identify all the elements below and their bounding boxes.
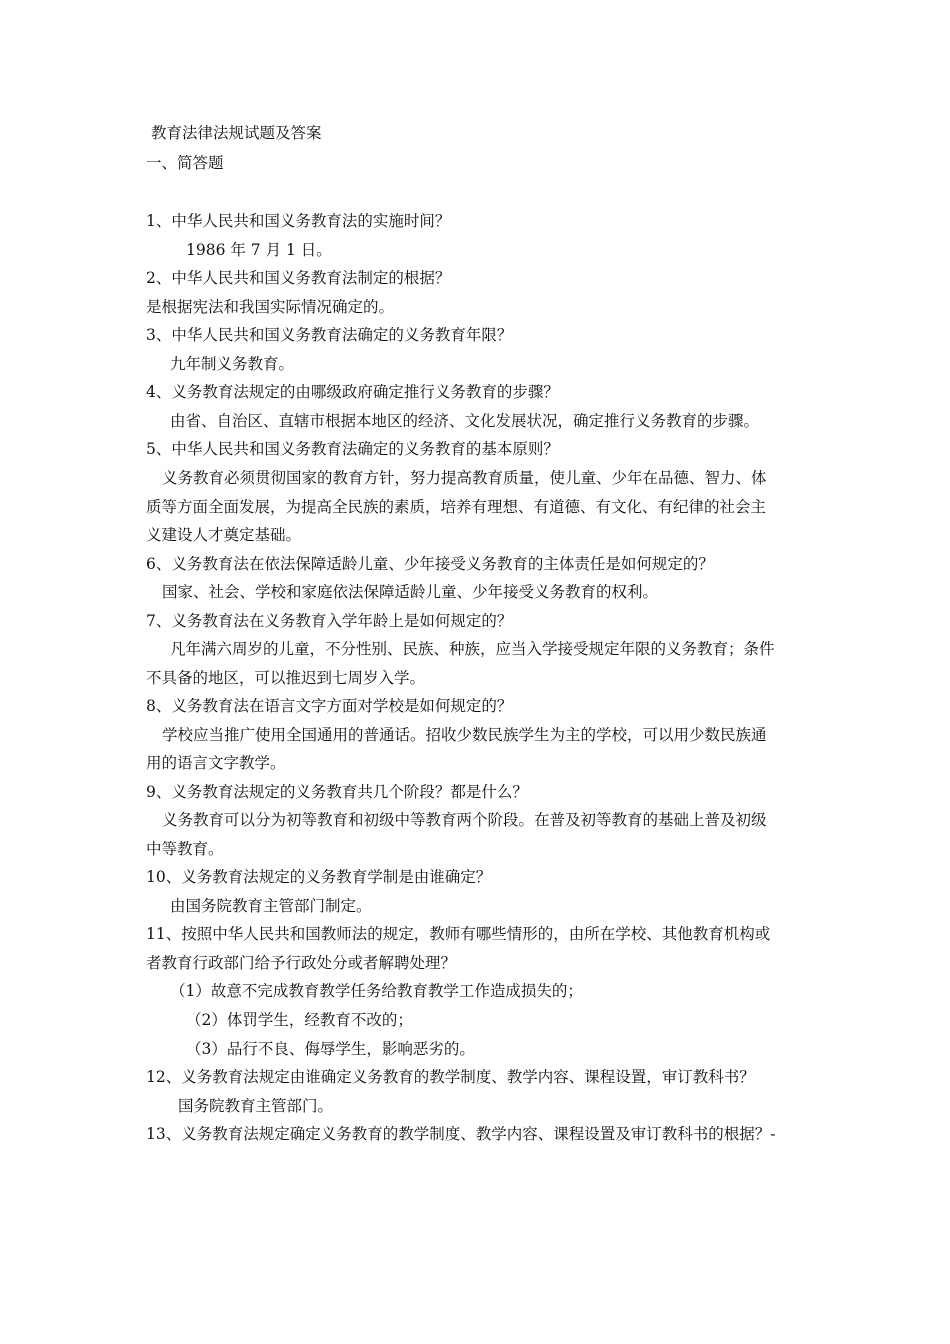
question-3: 3、中华人民共和国义务教育法确定的义务教育年限？ — [146, 326, 513, 344]
question-11-line-1: 11、按照中华人民共和国教师法的规定，教师有哪些情形的，由所在学校、其他教育机构或 — [146, 925, 771, 943]
answer-12: 国务院教育主管部门。 — [178, 1097, 334, 1115]
answer-3: 九年制义务教育。 — [170, 355, 295, 373]
answer-8-line-1: 学校应当推广使用全国通用的普通话。招收少数民族学生为主的学校，可以用少数民族通 — [162, 726, 767, 744]
answer-5-line-1: 义务教育必须贯彻国家的教育方针，努力提高教育质量，使儿童、少年在品德、智力、体 — [162, 469, 767, 487]
answer-11-item-3: （3）品行不良、侮辱学生，影响恶劣的。 — [186, 1040, 475, 1058]
answer-1: 1986 年 7 月 1 日。 — [186, 241, 332, 259]
answer-4: 由省、自治区、直辖市根据本地区的经济、文化发展状况，确定推行义务教育的步骤。 — [170, 412, 760, 430]
answer-11-item-1: （1）故意不完成教育教学任务给教育教学工作造成损失的； — [170, 982, 583, 1000]
answer-11-item-2: （2）体罚学生，经教育不改的； — [186, 1011, 413, 1029]
question-6: 6、义务教育法在依法保障适龄儿童、少年接受义务教育的主体责任是如何规定的？ — [146, 555, 714, 573]
answer-8-line-2: 用的语言文字教学。 — [146, 754, 286, 772]
question-8: 8、义务教育法在语言文字方面对学校是如何规定的？ — [146, 697, 513, 715]
answer-5-line-3: 义建设人才奠定基础。 — [146, 526, 302, 544]
answer-2: 是根据宪法和我国实际情况确定的。 — [146, 298, 395, 316]
question-10: 10、义务教育法规定的义务教育学制是由谁确定？ — [146, 868, 492, 886]
question-13: 13、义务教育法规定确定义务教育的教学制度、教学内容、课程设置及审订教科书的根据？- — [146, 1125, 776, 1143]
answer-7-line-1: 凡年满六周岁的儿童，不分性别、民族、种族，应当入学接受规定年限的义务教育；条件 — [170, 640, 775, 658]
question-9: 9、义务教育法规定的义务教育共几个阶段？都是什么？ — [146, 783, 528, 801]
section-heading: 一、简答题 — [146, 154, 224, 172]
question-5: 5、中华人民共和国义务教育法确定的义务教育的基本原则？ — [146, 440, 559, 458]
question-2: 2、中华人民共和国义务教育法制定的根据？ — [146, 269, 451, 287]
question-12: 12、义务教育法规定由谁确定义务教育的教学制度、教学内容、课程设置，审订教科书？ — [146, 1068, 755, 1086]
question-4: 4、义务教育法规定的由哪级政府确定推行义务教育的步骤？ — [146, 383, 559, 401]
answer-6: 国家、社会、学校和家庭依法保障适龄儿童、少年接受义务教育的权利。 — [162, 583, 659, 601]
question-11-line-2: 者教育行政部门给予行政处分或者解聘处理？ — [146, 954, 457, 972]
answer-9-line-2: 中等教育。 — [146, 840, 224, 858]
answer-9-line-1: 义务教育可以分为初等教育和初级中等教育两个阶段。在普及初等教育的基础上普及初级 — [162, 811, 767, 829]
answer-5-line-2: 质等方面全面发展，为提高全民族的素质，培养有理想、有道德、有文化、有纪律的社会主 — [146, 498, 767, 516]
answer-10: 由国务院教育主管部门制定。 — [170, 897, 372, 915]
document-title: 教育法律法规试题及答案 — [151, 124, 322, 142]
question-1: 1、中华人民共和国义务教育法的实施时间？ — [146, 212, 451, 230]
question-7: 7、义务教育法在义务教育入学年龄上是如何规定的？ — [146, 612, 513, 630]
answer-7-line-2: 不具备的地区，可以推迟到七周岁入学。 — [146, 669, 426, 687]
